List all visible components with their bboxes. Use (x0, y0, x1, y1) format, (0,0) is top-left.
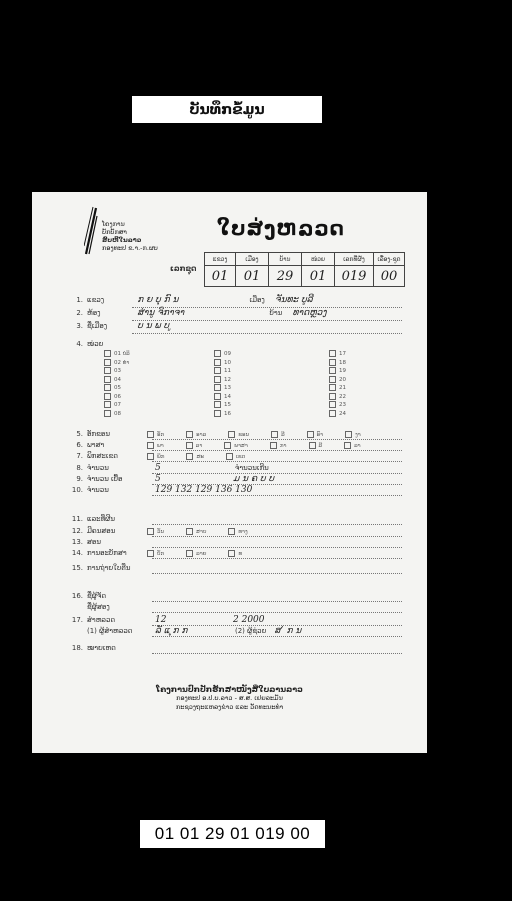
option-item: ພິກ (147, 454, 164, 460)
option-item: ລີ (271, 432, 285, 438)
form-row: 9. ຈຳນວນ ເບື້ອ 5 ມ ນ ຄ ບ ບ (76, 474, 275, 484)
category-item: 21 (329, 384, 346, 391)
checkbox-icon (329, 393, 336, 400)
checkbox-icon (147, 442, 154, 449)
category-item: 07 (104, 401, 121, 408)
category-item: 05 (104, 384, 121, 391)
form-row: ຊື່ຜູ້ສອງ (87, 603, 110, 611)
category-item: 02 ທຳ (104, 359, 129, 366)
category-item: 12 (214, 376, 231, 383)
code-value: 01 (302, 266, 335, 287)
footer-block: ໂຄງການປົກປັກຮັກສາໜັງສືໃບລານລາວ ກອງທະປ ອ.ປ.ບ.ລາວ - ສ.ສ. ເຢຍລະມັນ ກະຊວງຖະແຫລງຂ່າວ ແລະ ວັດທະນະທຳ (156, 685, 303, 711)
checkbox-icon (147, 550, 154, 557)
option-item: ບັກ (147, 551, 164, 557)
checkbox-icon (345, 431, 352, 438)
form-row-1: 1. ແຂວງ ກ ຍ ບຸ ກົ ນ ເມືອງ ຈັນທະ ບູລີ (76, 295, 313, 305)
dotted-line (152, 601, 402, 602)
checkbox-icon (329, 384, 336, 391)
checkbox-icon (214, 359, 221, 366)
checkbox-icon (214, 367, 221, 374)
code-value: 29 (269, 266, 302, 287)
checkbox-icon (307, 431, 314, 438)
dotted-line (152, 636, 402, 637)
category-item: 24 (329, 410, 346, 417)
category-item: 04 (104, 376, 121, 383)
checkbox-icon (104, 376, 111, 383)
dotted-line (132, 320, 402, 321)
option-item: ວັນ (147, 529, 164, 535)
code-value: 01 (236, 266, 269, 287)
top-label: ບັນທຶກຂໍ້ມູນ (132, 96, 322, 123)
category-item: 10 (214, 359, 231, 366)
checkbox-icon (147, 528, 154, 535)
category-item: 16 (214, 410, 231, 417)
option-item: ງາ (345, 432, 361, 438)
dotted-line (152, 558, 402, 559)
form-row: 14. ການອະບັກສາ ບັກ ລາຍ ທ (87, 549, 264, 559)
option-item: ຂອນ (228, 432, 249, 438)
checkbox-icon (104, 384, 111, 391)
checkbox-icon (214, 401, 221, 408)
code-table: ແຂວງ ເມືອງ ບ້ານ ໜ່ວຍ ເລກທີ່ຜັງ ເລື່ອງ-ຊຸດ 01 01 29 01 019 00 (204, 252, 405, 287)
checkbox-icon (271, 431, 278, 438)
checkbox-icon (226, 453, 233, 460)
option-list (147, 529, 270, 535)
dotted-line (152, 573, 402, 574)
form-row: (1) ຜູ້ສຳຫລວດ ລັ ແ ຸກ ກ (2) ຜູ້ຊ່ວຍ ສ ່ ກ ນ (87, 626, 302, 636)
code-value: 019 (335, 266, 374, 287)
checkbox-icon (104, 350, 111, 357)
option-item: ລາຍ (186, 551, 206, 557)
dotted-line (152, 461, 402, 462)
option-item: ເຂດ (226, 454, 246, 460)
checkbox-icon (214, 376, 221, 383)
dotted-line (152, 473, 402, 474)
form-row: 10. ຈຳນວນ 129 132 129 136 130 (71, 485, 253, 495)
checkbox-icon (270, 442, 277, 449)
option-item: ສະ (186, 454, 203, 460)
category-item: 11 (214, 367, 231, 374)
category-item: 13 (214, 384, 231, 391)
category-item: 17 (329, 350, 346, 357)
form-row: 5. ອັກຂອນ ອັກ ອາລ ຂອນ ລີ ອົາ ງາ (87, 430, 383, 440)
checkbox-icon (186, 431, 193, 438)
dotted-line (152, 612, 402, 613)
checkbox-icon (228, 550, 235, 557)
dotted-line (152, 495, 402, 496)
checkbox-icon (214, 350, 221, 357)
dotted-line (152, 547, 402, 548)
checkbox-icon (224, 442, 231, 449)
checkbox-icon (104, 410, 111, 417)
code-value: 00 (374, 266, 405, 287)
dotted-line (152, 439, 402, 440)
checkbox-icon (329, 410, 336, 417)
form-row: 13. ສອນ (71, 538, 101, 546)
form-row: 15. ການຖ່າຍໃບຕືນ (71, 564, 131, 572)
checkbox-icon (104, 359, 111, 366)
form-row-2: 2. ຫ້ອງ ສ່ານູ ຈິກາຈາ ບ້ານ ທາດຫຼວງ (76, 308, 327, 318)
option-item: ທ (228, 551, 242, 557)
category-item: 06 (104, 393, 121, 400)
category-item: 01 ບໍລິ (104, 350, 130, 357)
form-title: ໃບສ່ງຫລວດ (217, 216, 345, 240)
dotted-line (152, 450, 402, 451)
form-row: 18. ໝາຍເຫດ (71, 644, 116, 652)
category-item: 14 (214, 393, 231, 400)
category-item: 03 (104, 367, 121, 374)
category-item: 15 (214, 401, 231, 408)
category-item: 19 (329, 367, 346, 374)
bottom-label: 01 01 29 01 019 00 (140, 820, 325, 848)
option-item: ສາບ (186, 529, 206, 535)
checkbox-icon (214, 410, 221, 417)
code-value: 01 (205, 266, 236, 287)
checkbox-icon (214, 393, 221, 400)
checkbox-icon (186, 442, 193, 449)
form-row-3: 3. ຊື່ເມືອງ ບ ນ ພ ບ ູ (76, 321, 173, 331)
checkbox-icon (329, 376, 336, 383)
form-row: 6. ພາສາ ພາ ລາ ພາສາ ກາ ລີ ລາ (87, 441, 383, 451)
checkbox-icon (344, 442, 351, 449)
project-logo (84, 206, 98, 256)
form-row: 16. ຊື່ຜູ້ຈັດ (71, 592, 107, 600)
dotted-line (132, 333, 402, 334)
checkbox-icon (104, 367, 111, 374)
category-item: 22 (329, 393, 346, 400)
checkbox-icon (329, 359, 336, 366)
option-list (147, 443, 383, 449)
checkbox-icon (147, 453, 154, 460)
dotted-line (152, 653, 402, 654)
checkbox-icon (309, 442, 316, 449)
form-row: 7. ພິກສະເຂດ ພິກ ສະ ເຂດ (87, 452, 267, 462)
category-item: 08 (104, 410, 121, 417)
dotted-line (152, 536, 402, 537)
option-list (147, 551, 264, 557)
category-item: 18 (329, 359, 346, 366)
dotted-line (152, 524, 402, 525)
option-item: ທາງ (228, 529, 247, 535)
checkbox-icon (214, 384, 221, 391)
option-item: ລາ (186, 443, 203, 449)
option-item: ອັກ (147, 432, 164, 438)
option-item: ອາລ (186, 432, 206, 438)
checkbox-icon (104, 401, 111, 408)
category-item: 09 (214, 350, 231, 357)
checkbox-icon (228, 528, 235, 535)
option-item: ອົາ (307, 432, 323, 438)
category-item: 23 (329, 401, 346, 408)
option-item: ລາ (344, 443, 361, 449)
checkbox-icon (186, 453, 193, 460)
option-list (147, 454, 267, 460)
option-item: ລີ (309, 443, 323, 449)
option-list (147, 432, 383, 438)
checkbox-icon (228, 431, 235, 438)
survey-form-sheet (32, 192, 427, 753)
form-row-4: 4. ໜ່ວຍ (76, 340, 104, 348)
form-row: 17. ສຳຫລວດ 12 2 2000 (71, 615, 265, 625)
dotted-line (132, 307, 402, 308)
checkbox-icon (329, 367, 336, 374)
form-row: 12. ມີຄນສອນ ວັນ ສາບ ທາງ (87, 527, 270, 537)
code-label: ເລກຊຸດ (170, 264, 197, 273)
organization-block: ໂຄງການ ບັກບັກສາ ສົບຫີໃນລາວ ກອງທະປ ຂ.າ.-ກ.ຜບ (102, 220, 158, 252)
checkbox-icon (329, 350, 336, 357)
checkbox-icon (104, 393, 111, 400)
option-item: ພາສາ (224, 443, 248, 449)
option-item: ພາ (147, 443, 164, 449)
category-item: 20 (329, 376, 346, 383)
option-item: ກາ (270, 443, 287, 449)
form-row: 8. ຈຳນວນ 5 ຈຳນວນເກີນ (76, 463, 269, 473)
checkbox-icon (186, 528, 193, 535)
checkbox-icon (186, 550, 193, 557)
checkbox-icon (329, 401, 336, 408)
form-row: 11. ແລະທີ່ຜີນ (71, 515, 115, 523)
checkbox-icon (147, 431, 154, 438)
